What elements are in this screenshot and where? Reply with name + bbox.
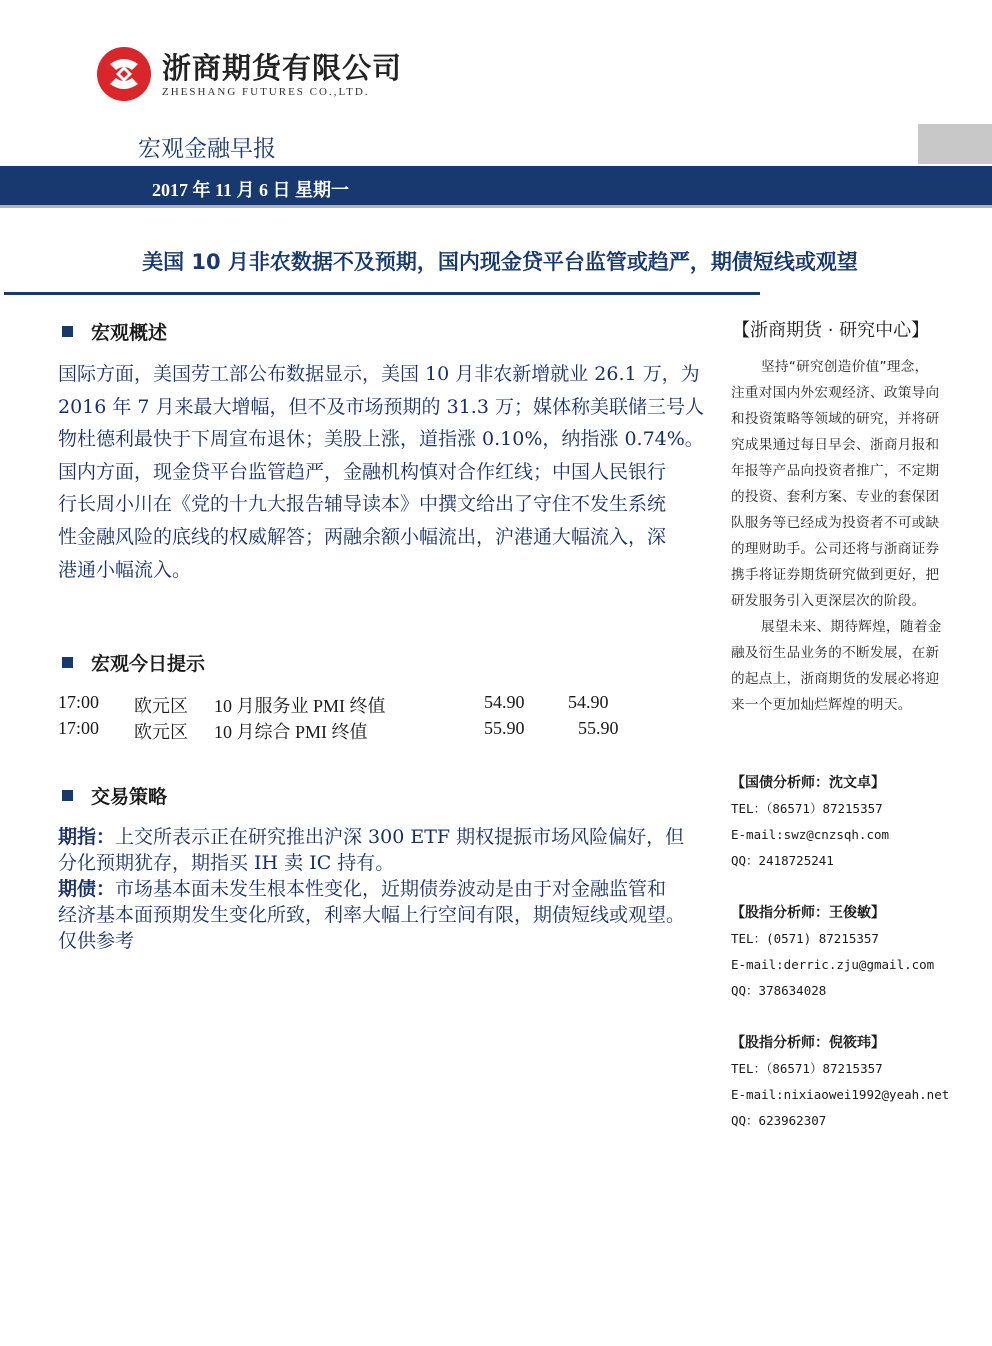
hints-row	[58, 718, 678, 744]
sidebar-intro-paragraph: 展望未来、期待辉煌，随着金 融及衍生品业务的不断发展，在新 的起点上，浙商期货的发展必将迎 来一个更加灿烂辉煌的明天。	[731, 619, 942, 713]
overview-line: 性金融风险的底线的权威解答；两融余额小幅流出，沪港通大幅流入，深	[58, 525, 667, 548]
sidebar-title: 【浙商期货 · 研究中心】	[732, 320, 930, 341]
analyst-email[interactable]: E-mail:swz@cnzsqh.com	[731, 827, 890, 842]
strategy-line: 期指：上交所表示正在研究推出沪深 300 ETF 期权提振市场风险偏好，但	[58, 826, 685, 848]
analyst-contact	[731, 770, 889, 874]
strategy-line: 经济基本面预期发生变化所致，利率大幅上行空间有限，期债短线或观望。	[58, 904, 686, 926]
analyst-qq: QQ：2418725241	[731, 853, 834, 868]
overview-line: 2016 年 7 月来最大增幅，但不及市场预期的 31.3 万；媒体称美联储三号人	[58, 395, 704, 418]
section-heading-strategy: 交易策略	[62, 782, 167, 809]
hint-item: 10 月综合 PMI 终值	[214, 722, 368, 742]
headline-divider	[4, 292, 760, 295]
hint-time: 17:00	[58, 718, 100, 738]
hint-region: 欧元区	[134, 696, 188, 716]
strategy-line: 期债：市场基本面未发生根本性变化，近期债券波动是由于对金融监管和	[58, 878, 667, 900]
hint-value: 54.90	[484, 692, 525, 712]
square-bullet-icon	[62, 657, 73, 668]
analyst-tel: TEL：(0571) 87215357	[731, 931, 879, 946]
sidebar-intro	[731, 354, 963, 718]
hint-item: 10 月服务业 PMI 终值	[214, 696, 386, 716]
date-bar	[0, 166, 992, 208]
square-bullet-icon	[62, 326, 73, 337]
hint-value: 54.90	[568, 692, 609, 712]
hints-table	[58, 692, 678, 744]
strategy-line: 分化预期犹存，期指买 IH 卖 IC 持有。	[58, 852, 395, 874]
overview-line: 国际方面，美国劳工部公布数据显示，美国 10 月非农新增就业 26.1 万，为	[58, 363, 700, 385]
strategy-body	[58, 824, 728, 954]
headline: 美国 10 月非农数据不及预期，国内现金贷平台监管或趋严，期债短线或观望	[142, 250, 858, 274]
analyst-name: 【股指分析师：倪筱玮】	[731, 1035, 885, 1051]
header-gray-tab	[918, 124, 992, 164]
analyst-qq: QQ：623962307	[731, 1113, 827, 1128]
overview-line: 港通小幅流入。	[58, 558, 192, 581]
analyst-name: 【国债分析师：沈文卓】	[731, 775, 885, 791]
overview-body	[58, 358, 718, 586]
analyst-qq: QQ：378634028	[731, 983, 827, 998]
analyst-contact	[731, 1030, 949, 1134]
company-name-en: ZHESHANG FUTURES CO.,LTD.	[162, 86, 370, 98]
hint-value: 55.90	[578, 718, 619, 738]
strategy-line: 仅供参考	[58, 930, 135, 952]
analyst-email[interactable]: E-mail:derric.zju@gmail.com	[731, 957, 935, 972]
hint-region: 欧元区	[134, 722, 188, 742]
analyst-tel: TEL：（86571）87215357	[731, 801, 883, 816]
section-heading-overview: 宏观概述	[62, 318, 167, 345]
report-type-title: 宏观金融早报	[138, 136, 276, 162]
hint-time: 17:00	[58, 692, 100, 712]
company-logo-icon	[96, 46, 152, 102]
square-bullet-icon	[62, 790, 73, 801]
hints-row	[58, 692, 678, 718]
analyst-tel: TEL：（86571）87215357	[731, 1061, 883, 1076]
report-date: 2017 年 11 月 6 日 星期一	[152, 180, 350, 200]
analyst-contact	[731, 900, 934, 1004]
overview-line: 国内方面，现金贷平台监管趋严，金融机构慎对合作红线；中国人民银行	[58, 460, 667, 483]
section-heading-hints: 宏观今日提示	[62, 649, 205, 676]
overview-line: 物杜德利最快于下周宣布退休；美股上涨，道指涨 0.10%，纳指涨 0.74%。	[58, 428, 704, 451]
sidebar-intro-paragraph: 坚持“研究创造价值”理念， 注重对国内外宏观经济、政策导向 和投资策略等领域的研究，并将研 究成果通过每日早会、浙商月报和 年报等产品向投资者推广，不定期 的投资、套利方案、专业的套保团 队服务等已经成为投资者不可或缺 的理财助手。公司还将与浙商证券 携手将证券期货研究做到更好，把 研发服务引入更深层次的阶段。	[731, 359, 940, 609]
analyst-name: 【股指分析师：王俊敏】	[731, 905, 885, 921]
analyst-email[interactable]: E-mail:nixiaowei1992@yeah.net	[731, 1087, 950, 1102]
company-name-cn: 浙商期货有限公司	[162, 51, 403, 85]
hint-value: 55.90	[484, 718, 525, 738]
overview-line: 行长周小川在《党的十九大报告辅导读本》中撰文给出了守住不发生系统	[58, 493, 667, 516]
